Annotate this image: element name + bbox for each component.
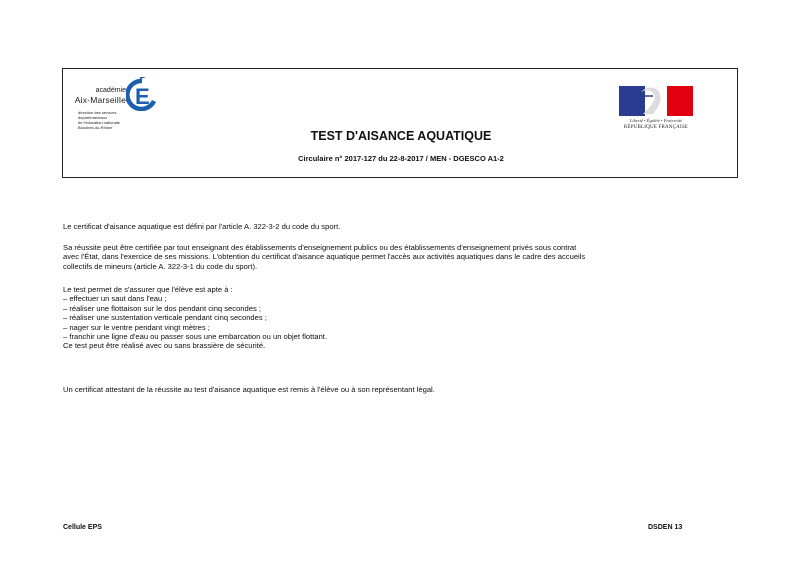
paragraph-certificate: Un certificat attestant de la réussite au test d'aisance aquatique est remis à l'élève ou à son représentant légal.	[63, 385, 435, 394]
republique-devise: Liberté • Égalité • Fraternité	[629, 118, 683, 123]
svg-text:E: E	[135, 84, 150, 109]
document-header	[62, 68, 738, 178]
list-item: – réaliser une sustentation verticale pendant cinq secondes ;	[63, 313, 267, 323]
paragraph-certification: Sa réussite peut être certifiée par tout enseignant des établissements d'enseignement publics ou des établissements d'enseignement privés sous contrat avec l'État, dans l'exercice de ses missions. L'obtention du certificat d'aisance aquatique permet l'accès aux activités aquatiques dans le cadre des accueils collectifs de mineurs (article A. 322-3-1 du code du sport).	[63, 243, 586, 271]
academie-region: Aix-Marseille	[74, 95, 126, 105]
republique-name: RÉPUBLIQUE FRANÇAISE	[623, 125, 689, 130]
test-intro: Le test permet de s'assurer que l'élève est apte à :	[63, 285, 233, 294]
marianne-flag-icon	[619, 86, 693, 116]
academie-e-icon	[126, 77, 158, 111]
document-title: TEST D'AISANCE AQUATIQUE	[310, 129, 492, 143]
paragraph-test-requirements	[63, 285, 743, 351]
paragraph-definition: Le certificat d'aisance aquatique est défini par l'article A. 322-3-2 du code du sport.	[63, 222, 341, 231]
footer-left: Cellule EPS	[63, 524, 102, 531]
academie-label: académie	[95, 87, 126, 94]
test-note: Ce test peut être réalisé avec ou sans brassière de sécurité.	[63, 341, 266, 351]
list-item: – réaliser une flottaison sur le dos pendant cinq secondes ;	[63, 303, 261, 313]
document-subtitle: Circulaire n° 2017-127 du 22-8-2017 / MEN - DGESCO A1-2	[298, 154, 504, 163]
list-item: – effectuer un saut dans l'eau ;	[63, 294, 167, 304]
academie-subtitle: direction des services départementaux de l'éducation nationale Bouches-du-Rhône	[78, 110, 120, 130]
list-item: – franchir une ligne d'eau ou passer sous une embarcation ou un objet flottant.	[63, 332, 328, 342]
footer-right: DSDEN 13	[648, 524, 683, 531]
list-item: – nager sur le ventre pendant vingt mètres ;	[63, 322, 210, 332]
